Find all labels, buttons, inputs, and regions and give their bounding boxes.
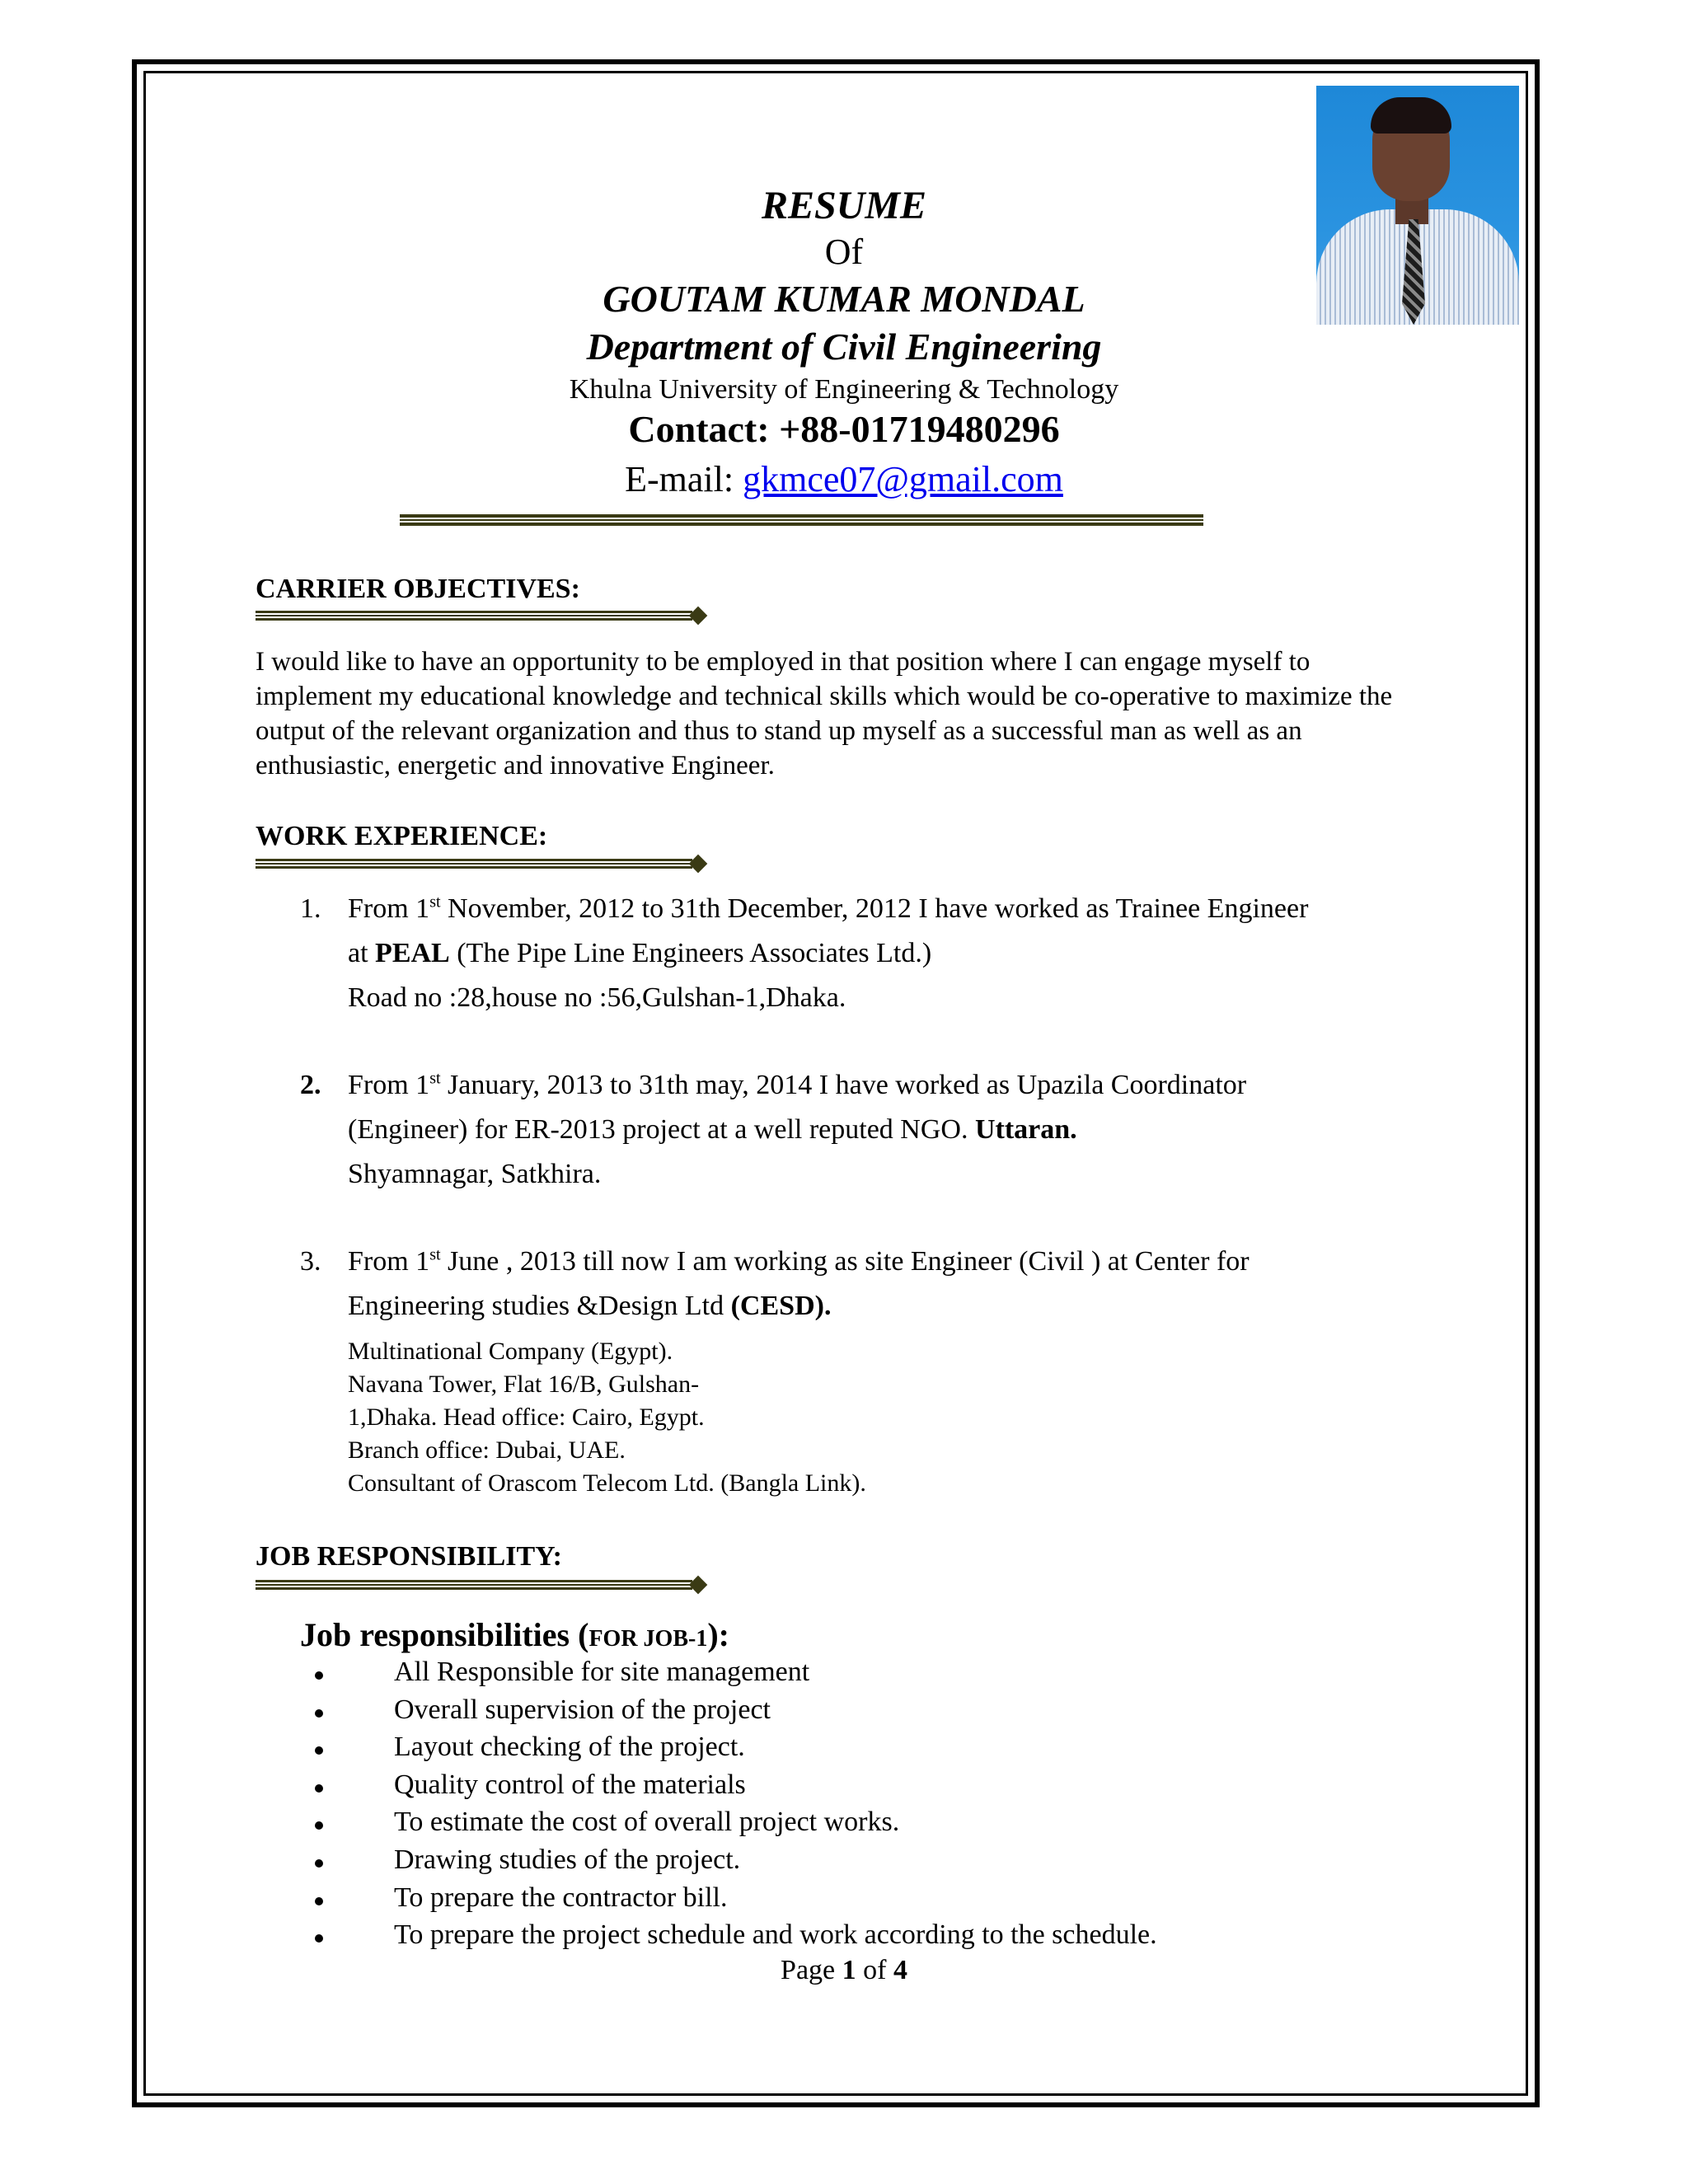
experience-detail: Consultant of Orascom Telecom Ltd. (Bangla Link). xyxy=(348,1469,866,1497)
contact-number: : +88-01719480296 xyxy=(757,408,1060,450)
resume-title: RESUME xyxy=(761,184,927,227)
section-rule-job xyxy=(256,1576,709,1594)
responsibilities-heading: Job responsibilities (FOR JOB-1): xyxy=(300,1616,729,1653)
section-rule-objectives xyxy=(256,607,709,625)
section-title-job: JOB RESPONSIBILITY: xyxy=(256,1541,562,1572)
department: Department of Civil Engineering xyxy=(586,326,1102,368)
resume-of: Of xyxy=(824,232,864,272)
header-divider xyxy=(400,514,1203,526)
contact-line xyxy=(0,407,1688,451)
bullet-icon xyxy=(315,1859,323,1868)
bullet-icon xyxy=(315,1671,323,1680)
bullet-icon xyxy=(315,1709,323,1718)
contact-label: Contact xyxy=(628,408,757,450)
section-title-objectives: CARRIER OBJECTIVES: xyxy=(256,574,580,604)
experience-detail: 1,Dhaka. Head office: Cairo, Egypt. xyxy=(348,1404,705,1431)
email-label: E-mail: xyxy=(625,459,743,499)
page-number: Page 1 of 4 xyxy=(781,1955,907,1985)
experience-detail: Multinational Company (Egypt). xyxy=(348,1338,673,1365)
experience-detail: Branch office: Dubai, UAE. xyxy=(348,1436,626,1464)
section-title-work: WORK EXPERIENCE: xyxy=(256,821,548,851)
experience-number: 2. xyxy=(300,1070,321,1100)
objectives-text: I would like to have an opportunity to be employed in that position where I can engage myself to implement my educational knowledge and technical skills which would be co-operative to maximize the output of the relevant organization and thus to stand up myself as a successful man as well as an enthusiastic, energetic and innovative Engineer. xyxy=(256,647,1393,780)
bullet-icon xyxy=(315,1897,323,1905)
experience-detail: Navana Tower, Flat 16/B, Gulshan- xyxy=(348,1371,700,1398)
experience-number: 1. xyxy=(300,893,321,924)
university: Khulna University of Engineering & Technology xyxy=(569,374,1119,405)
experience-number: 3. xyxy=(300,1246,321,1277)
email-line xyxy=(0,458,1688,500)
bullet-icon xyxy=(315,1784,323,1793)
email-link[interactable]: gkmce07@gmail.com xyxy=(743,459,1063,499)
candidate-name: GOUTAM KUMAR MONDAL xyxy=(603,278,1085,320)
section-rule-work xyxy=(256,855,709,873)
